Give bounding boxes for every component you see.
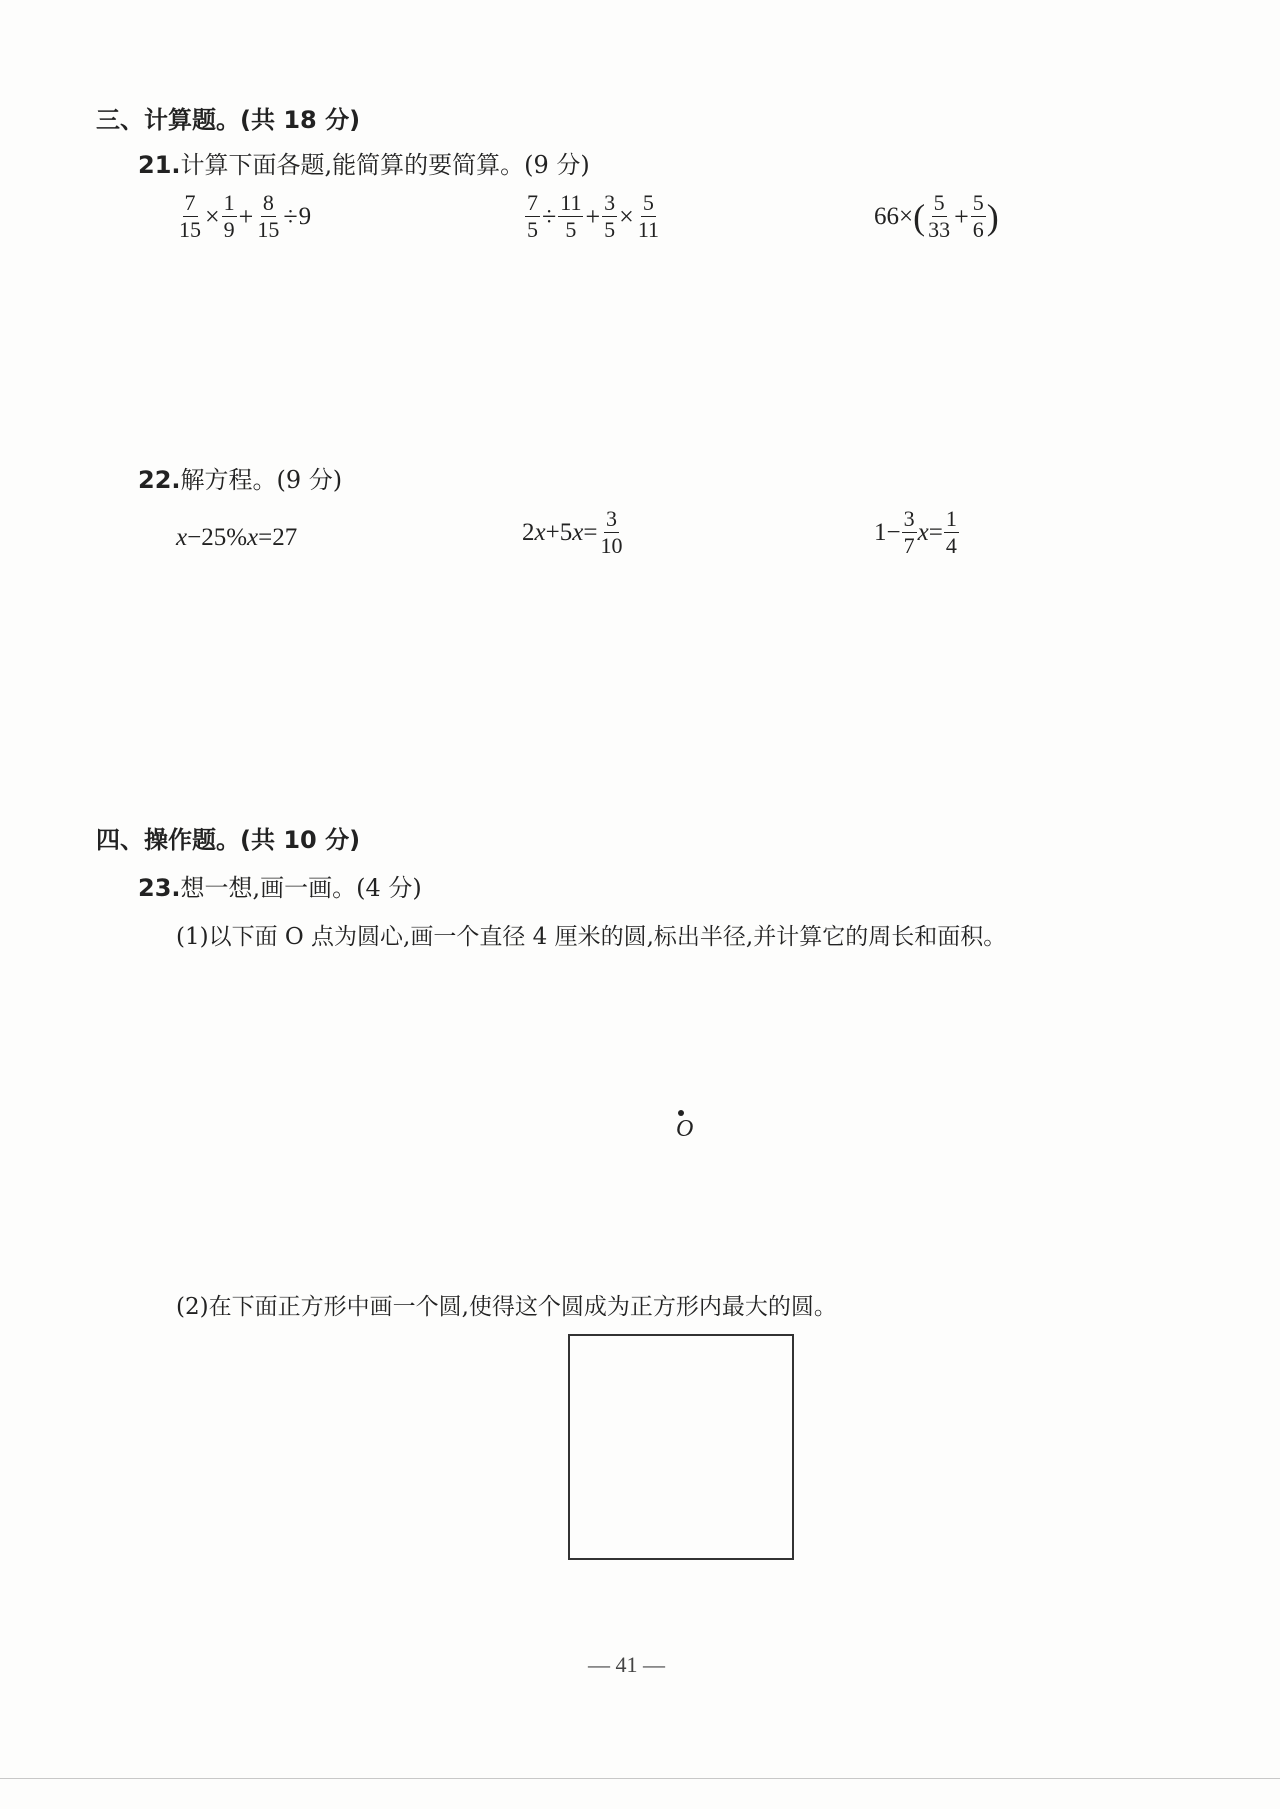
q22-equation-2 — [522, 508, 625, 557]
question-23-text: 想一想,画一画。(4 分) — [180, 874, 422, 902]
page-number: — 41 — — [588, 1652, 665, 1677]
question-21-text: 计算下面各题,能简算的要简算。(9 分) — [180, 151, 590, 179]
term: +5 — [545, 518, 573, 546]
operator: + — [585, 201, 601, 231]
fraction: $\frac{7}{5}$ — [527, 190, 538, 242]
operator: ÷ — [283, 201, 298, 231]
term: 66× — [874, 202, 914, 230]
term: = — [928, 518, 943, 546]
term: = — [583, 518, 598, 546]
fraction: $\frac{3}{10}$ — [600, 506, 623, 558]
right-paren: ) — [986, 196, 999, 237]
variable: x — [534, 518, 546, 546]
question-22 — [138, 460, 342, 495]
fraction: $\frac{3}{5}$ — [604, 190, 616, 242]
scan-edge-line — [0, 1778, 1280, 1779]
section-3-title: 三、计算题。(共 18 分) — [96, 106, 361, 134]
point-o-label: O — [676, 1116, 694, 1142]
term: 1− — [874, 518, 901, 546]
q21-expression-3 — [874, 192, 999, 241]
fraction: $\frac{5}{11}$ — [637, 190, 659, 242]
question-23-part-2: (2)在下面正方形中画一个圆,使得这个圆成为正方形内最大的圆。 — [176, 1294, 837, 1320]
question-22-number: 22. — [138, 466, 181, 494]
question-21-number: 21. — [138, 151, 181, 179]
term: −25% — [187, 524, 248, 551]
left-paren: ( — [913, 196, 926, 237]
question-23-number: 23. — [138, 874, 181, 902]
fraction: $\frac{11}{5}$ — [560, 190, 582, 242]
fraction: $\frac{5}{33}$ — [928, 190, 951, 242]
square-drawing-area[interactable] — [568, 1334, 794, 1560]
fraction: $\frac{1}{4}$ — [945, 506, 957, 558]
term: =27 — [258, 524, 298, 551]
operator: + — [238, 201, 254, 231]
variable: x — [572, 518, 584, 546]
fraction: $\frac{3}{7}$ — [903, 506, 915, 558]
variable: x — [247, 524, 259, 551]
variable: x — [176, 524, 188, 551]
q22-equation-3 — [874, 508, 960, 557]
q21-expression-1 — [176, 192, 311, 241]
operator: ÷ — [542, 201, 557, 231]
operator: × — [619, 201, 634, 231]
term: 9 — [298, 202, 312, 230]
operator: + — [954, 201, 969, 231]
section-4-title: 四、操作题。(共 10 分) — [96, 826, 361, 854]
variable: x — [917, 518, 929, 546]
question-22-text: 解方程。(9 分) — [180, 466, 343, 494]
question-21 — [138, 145, 590, 180]
question-23-part-1: (1)以下面 O 点为圆心,画一个直径 4 厘米的圆,标出半径,并计算它的周长和面积。 — [176, 924, 1007, 950]
fraction: $\frac{8}{15}$ — [257, 190, 280, 242]
q21-expression-2 — [524, 192, 662, 241]
term: 2 — [522, 518, 535, 546]
fraction: $\frac{5}{6}$ — [972, 190, 984, 242]
question-23 — [138, 868, 422, 903]
operator: × — [205, 201, 220, 231]
fraction: $\frac{1}{9}$ — [223, 190, 235, 242]
fraction: $\frac{7}{15}$ — [179, 190, 201, 242]
q22-equation-1 — [176, 518, 297, 558]
